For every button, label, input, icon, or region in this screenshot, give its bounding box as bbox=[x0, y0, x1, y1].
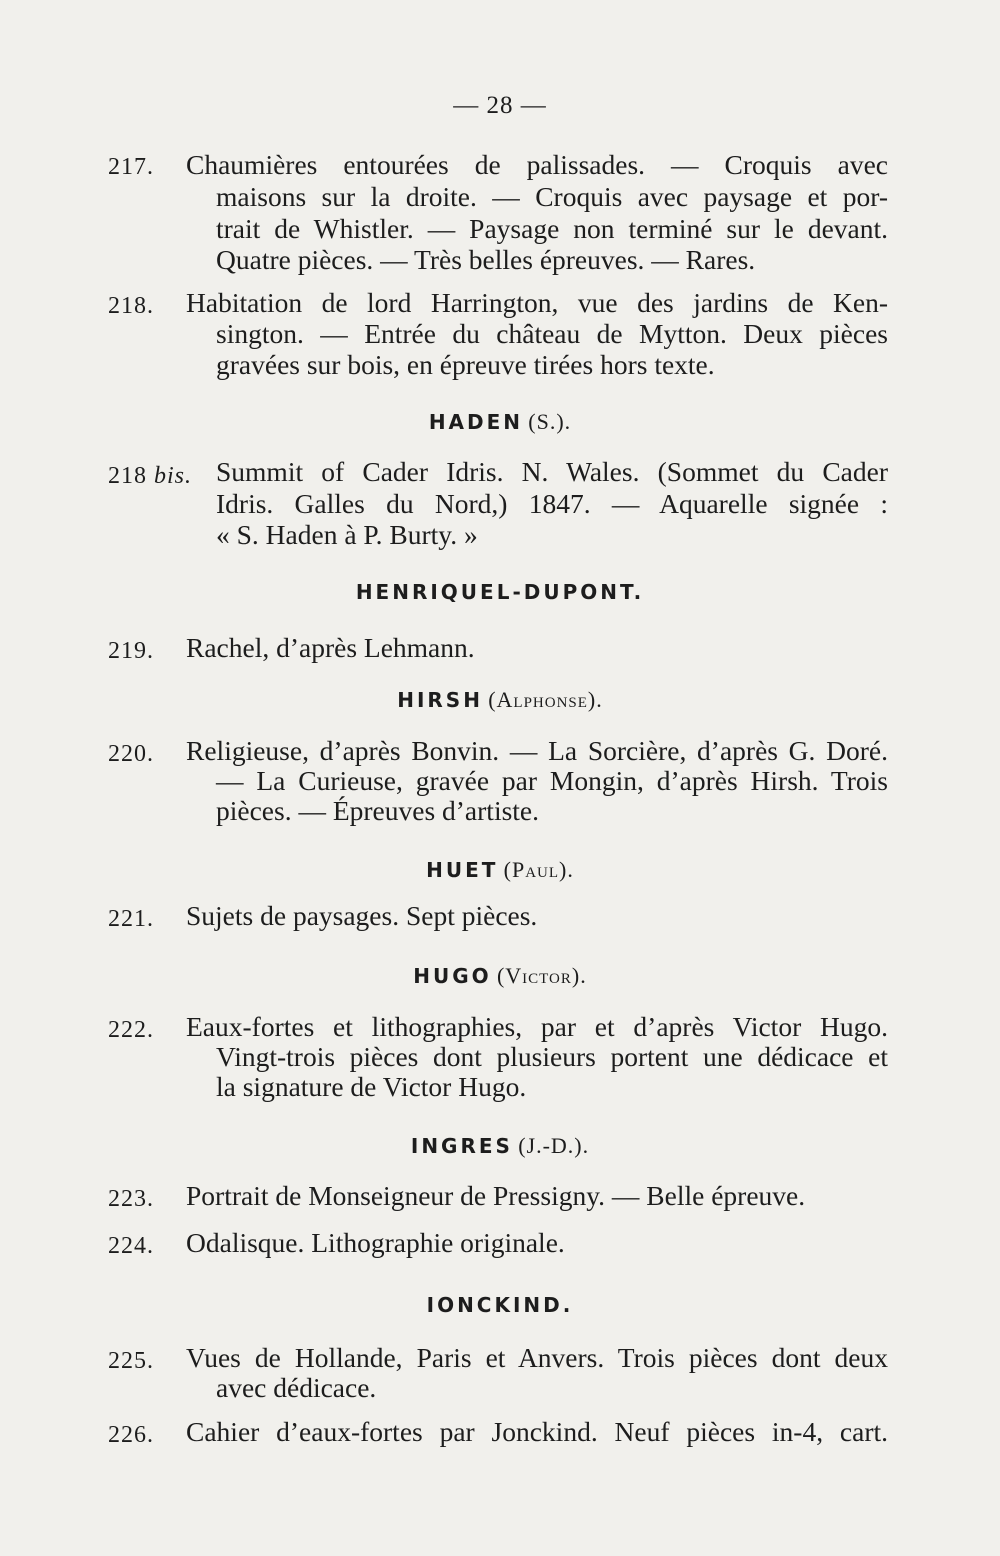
entry-line: Sujets de paysages. Sept pièces. bbox=[186, 900, 538, 931]
entry-line: Habitation de lord Harrington, vue des jardins de Ken- bbox=[186, 287, 888, 318]
entry-line: Idris. Galles du Nord,) 1847. — Aquarelle signée : bbox=[216, 488, 888, 519]
artist-name: HIRSH bbox=[397, 688, 483, 712]
artist-heading bbox=[0, 963, 1000, 989]
page-number: — 28 — bbox=[453, 92, 547, 119]
entry-line: Eaux-fortes et lithographies, par et d’après Victor Hugo. bbox=[186, 1011, 888, 1042]
entry-number: 224. bbox=[108, 1233, 154, 1259]
entry-number: 221. bbox=[108, 906, 154, 932]
entry-number bbox=[108, 463, 192, 490]
entry-number: 218. bbox=[108, 293, 154, 319]
artist-heading bbox=[0, 409, 1000, 435]
entry-line: Vues de Hollande, Paris et Anvers. Trois pièces dont deux bbox=[186, 1342, 888, 1373]
artist-name: IONCKIND. bbox=[426, 1293, 574, 1317]
entry-line: Quatre pièces. — Très belles épreuves. — Rares. bbox=[216, 244, 756, 275]
entry-line: — La Curieuse, gravée par Mongin, d’après Hirsh. Trois bbox=[216, 765, 888, 796]
artist-first-name: (J.-D.). bbox=[518, 1133, 590, 1158]
artist-heading bbox=[0, 1293, 1000, 1318]
entry-line: Portrait de Monseigneur de Pressigny. — Belle épreuve. bbox=[186, 1180, 806, 1211]
entry-line: maisons sur la droite. — Croquis avec paysage et por- bbox=[216, 181, 888, 212]
artist-name: INGRES bbox=[410, 1134, 513, 1158]
entry-line: Religieuse, d’après Bonvin. — La Sorcière, d’après G. Doré. bbox=[186, 735, 888, 766]
entry-line: Chaumières entourées de palissades. — Croquis avec bbox=[186, 149, 888, 180]
artist-first-name: (Alphonse). bbox=[488, 687, 603, 712]
entry-number: 222. bbox=[108, 1017, 154, 1043]
entry-line: Rachel, d’après Lehmann. bbox=[186, 632, 475, 663]
artist-name: HENRIQUEL-DUPONT. bbox=[355, 580, 645, 604]
artist-heading bbox=[0, 687, 1000, 713]
entry-line: Odalisque. Lithographie originale. bbox=[186, 1227, 565, 1258]
artist-first-name: (Paul). bbox=[503, 857, 574, 882]
artist-heading bbox=[0, 857, 1000, 883]
entry-number: 223. bbox=[108, 1186, 154, 1212]
artist-first-name: (Victor). bbox=[496, 963, 587, 988]
entry-number: 220. bbox=[108, 741, 154, 767]
entry-line: Cahier d’eaux-fortes par Jonckind. Neuf pièces in-4, cart. bbox=[186, 1416, 888, 1447]
entry-number: 219. bbox=[108, 638, 154, 664]
entry-line: Summit of Cader Idris. N. Wales. (Sommet du Cader bbox=[216, 456, 888, 487]
entry-line: trait de Whistler. — Paysage non terminé sur le devant. bbox=[216, 213, 888, 244]
entry-line: la signature de Victor Hugo. bbox=[216, 1071, 527, 1102]
artist-name: HUGO bbox=[413, 964, 492, 988]
artist-name: HADEN bbox=[428, 410, 524, 434]
entry-number: 225. bbox=[108, 1348, 154, 1374]
entry-line: pièces. — Épreuves d’artiste. bbox=[216, 795, 540, 826]
entry-line: sington. — Entrée du château de Mytton. Deux pièces bbox=[216, 318, 888, 349]
entry-line: Vingt-trois pièces dont plusieurs portent une dédicace et bbox=[216, 1041, 888, 1072]
entry-number: 226. bbox=[108, 1422, 154, 1448]
artist-heading bbox=[0, 1133, 1000, 1159]
artist-name: HUET bbox=[426, 858, 499, 882]
entry-line: gravées sur bois, en épreuve tirées hors texte. bbox=[216, 349, 715, 380]
artist-heading bbox=[0, 580, 1000, 605]
artist-first-name: (S.). bbox=[528, 409, 572, 434]
entry-number-suffix: bis. bbox=[154, 463, 193, 489]
entry-line: avec dédicace. bbox=[216, 1372, 377, 1403]
entry-line: « S. Haden à P. Burty. » bbox=[216, 519, 478, 550]
entry-number-base: 218 bbox=[108, 463, 147, 489]
entry-number: 217. bbox=[108, 154, 154, 180]
